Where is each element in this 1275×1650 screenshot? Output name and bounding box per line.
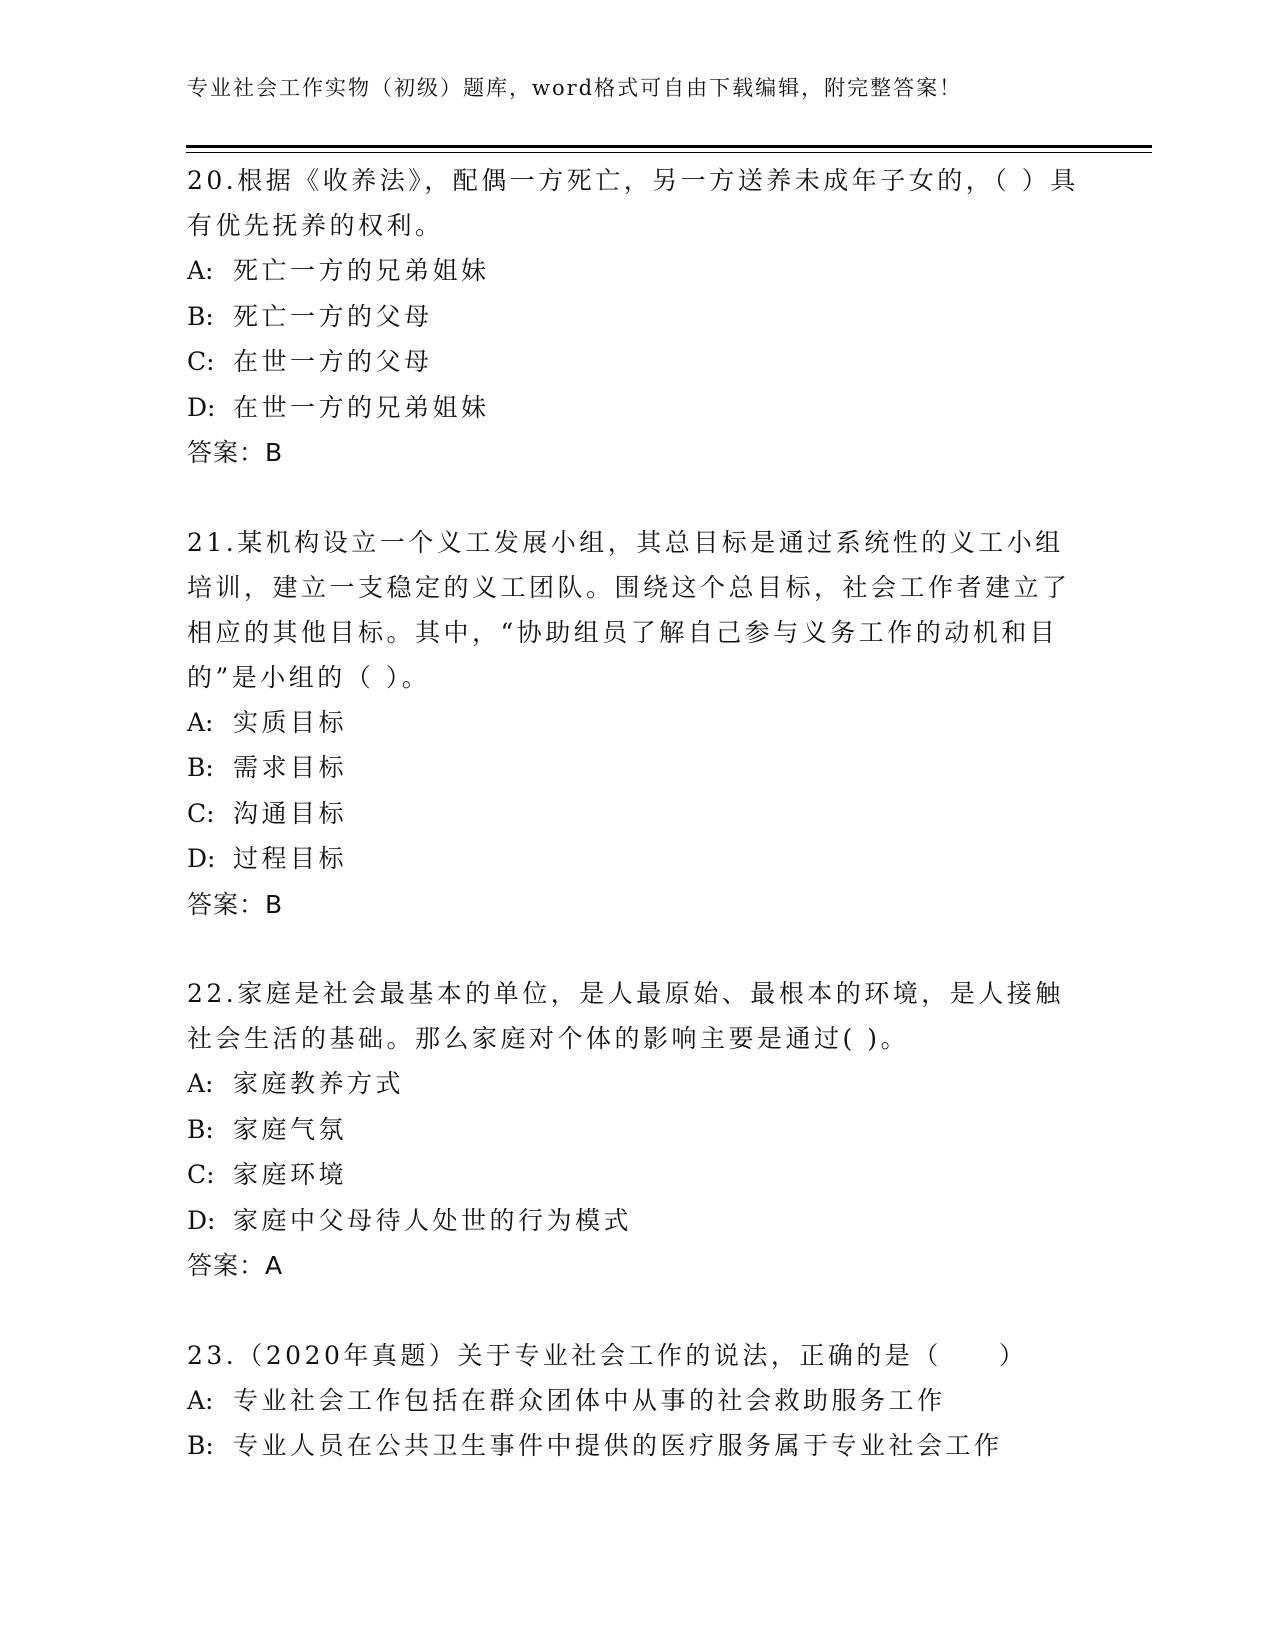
option-key: A:	[187, 1069, 214, 1098]
option-text: 在世一方的父母	[233, 347, 433, 376]
option-text: 实质目标	[233, 707, 348, 737]
question-22	[187, 971, 1087, 1289]
question-23	[187, 1333, 1087, 1469]
option-b	[187, 745, 1087, 791]
option-c	[187, 339, 1087, 385]
option-b	[187, 1107, 1087, 1153]
option-text: 家庭中父母待人处世的行为模式	[233, 1205, 633, 1235]
option-text: 需求目标	[233, 753, 348, 782]
option-key: A:	[187, 256, 214, 285]
option-b	[187, 294, 1087, 340]
option-a	[187, 1061, 1087, 1107]
option-text: 过程目标	[233, 844, 348, 873]
option-key: B:	[187, 301, 214, 331]
option-d	[187, 385, 1087, 431]
option-text: 死亡一方的父母	[233, 301, 433, 331]
option-text: 家庭教养方式	[233, 1069, 405, 1098]
option-a	[187, 1378, 1087, 1424]
page-header: 专业社会工作实物（初级）题库，word格式可自由下载编辑，附完整答案！	[187, 76, 963, 100]
option-key: A:	[187, 707, 214, 737]
option-key: D:	[187, 844, 216, 873]
option-text: 专业社会工作包括在群众团体中从事的社会救助服务工作	[233, 1385, 946, 1415]
question-21	[187, 520, 1087, 928]
option-text: 家庭环境	[233, 1160, 348, 1189]
answer-line: 答案：B	[187, 889, 284, 919]
option-key: C:	[187, 347, 215, 376]
option-c	[187, 1152, 1087, 1198]
option-key: A:	[187, 1385, 214, 1415]
option-d	[187, 1198, 1087, 1244]
option-a	[187, 700, 1087, 746]
option-d	[187, 836, 1087, 882]
option-key: D:	[187, 1205, 216, 1235]
option-key: B:	[187, 1431, 214, 1460]
header-divider	[186, 145, 1152, 153]
option-c	[187, 791, 1087, 837]
option-key: C:	[187, 1160, 215, 1189]
option-text: 沟通目标	[233, 798, 348, 828]
option-a	[187, 248, 1087, 294]
question-list	[187, 158, 1087, 1513]
question-stem: 20.根据《收养法》，配偶一方死亡，另一方送养未成年子女的，（ ）具有优先抚养的权利。	[187, 166, 1079, 240]
answer-line: 答案：B	[187, 438, 284, 467]
option-key: B:	[187, 753, 214, 782]
option-text: 在世一方的兄弟姐妹	[233, 392, 490, 422]
question-stem: 23.（2020年真题）关于专业社会工作的说法，正确的是（ ）	[187, 1340, 1028, 1370]
option-text: 死亡一方的兄弟姐妹	[233, 256, 490, 285]
option-key: B:	[187, 1114, 214, 1144]
option-text: 家庭气氛	[233, 1114, 348, 1144]
answer-line: 答案：A	[187, 1251, 284, 1280]
option-b	[187, 1423, 1087, 1469]
option-text: 专业人员在公共卫生事件中提供的医疗服务属于专业社会工作	[233, 1431, 1003, 1460]
question-stem: 21.某机构设立一个义工发展小组，其总目标是通过系统性的义工小组培训，建立一支稳定的义工团队。围绕这个总目标，社会工作者建立了相应的其他目标。其中，“协助组员了解自己参与义务工作的动机和目的”是小组的（ ）。	[187, 527, 1071, 692]
option-key: C:	[187, 798, 215, 828]
question-stem: 22.家庭是社会最基本的单位，是人最原始、最根本的环境，是人接触社会生活的基础。那么家庭对个体的影响主要是通过( )。	[187, 979, 1064, 1053]
question-20	[187, 158, 1087, 476]
option-key: D:	[187, 392, 216, 422]
